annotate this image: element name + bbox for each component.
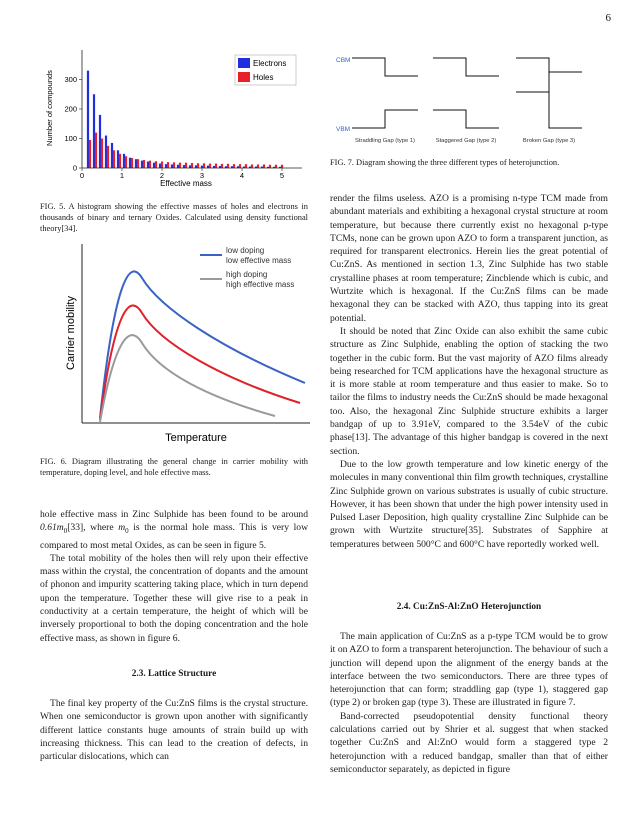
temp-600c: 600°C	[459, 538, 485, 550]
fig7-type2-label: Staggered Gap (type 2)	[435, 138, 497, 144]
left-para-1a: hole effective mass in Zinc Sulphide has been found to be around	[40, 509, 308, 520]
bar-holes-5	[119, 154, 121, 168]
fig7-vbm-label: VBM	[336, 126, 351, 133]
bar-electrons-4	[111, 143, 113, 168]
bar-electrons-7	[129, 158, 131, 168]
fig7-cbm-label: CBM	[336, 57, 351, 64]
bar-holes-9	[143, 160, 145, 168]
legend-label-electrons: Electrons	[253, 59, 287, 68]
section-2-4-heading: 2.4. Cu:ZnS-Al:ZnO Heterojunction	[396, 602, 542, 612]
page-number: 6	[605, 12, 611, 24]
bar-electrons-15	[177, 165, 179, 168]
bar-electrons-8	[135, 159, 137, 168]
right-column-text-2	[330, 630, 608, 776]
fig7-caption: FIG. 7. Diagram showing the three different types of heterojunction.	[330, 158, 560, 167]
bar-holes-27	[251, 164, 253, 168]
bar-holes-21	[215, 164, 217, 168]
fig5-ylabel: Number of compounds	[45, 70, 54, 146]
bar-holes-18	[197, 163, 199, 168]
math-sub-0b: 0	[125, 527, 129, 536]
bar-electrons-3	[105, 136, 107, 168]
bar-holes-8	[137, 159, 139, 168]
bar-holes-10	[149, 161, 151, 168]
math-sub-0: 0	[63, 527, 68, 536]
fig6-legend-low-1: low doping	[226, 246, 265, 255]
fig5-xtick-label-4: 4	[239, 171, 245, 180]
bar-holes-0	[89, 140, 91, 168]
bar-holes-6	[125, 156, 127, 168]
right-para-4: The main application of Cu:ZnS as a p-type TCM would be to grow it on AZO to form a transparent heterojunction. The behaviour of such a junction will depend upon the alignment of the energy bands at the interface between the two semiconductors. There are three types of heterojunction that can form; straddling gap (type 1), staggered gap (type 2) or broken gap (type 3). These are illustrated in figure 7.	[330, 631, 608, 709]
right-para-2: It should be noted that Zinc Oxide can also exhibit the same cubic structure as Zinc Sulphide, enabling the option of stacking the two together in the cubic form. But the vast majority of AZO films already being researched for TCM applications have the hexagonal structure as it is more stable at room temperature and thus easier to make. So to tailor the films to industry needs the Cu:ZnS should be made hexagonal too. Also, the hexagonal Zinc Sulphide structure exhibits a larger bandgap of up to 3.91eV, compared to the 3.54eV of the cubic phase[13]. The advantage of this higher bandgap is covered in the next section.	[330, 325, 608, 457]
right-para-3c: have reportedly worked well.	[484, 538, 600, 550]
fig5-xtick-label-2: 2	[159, 171, 165, 180]
legend-swatch-holes	[238, 72, 250, 82]
bar-electrons-2	[99, 115, 101, 168]
bar-holes-24	[233, 164, 235, 168]
legend-swatch-electrons	[238, 58, 250, 68]
legend-label-holes: Holes	[253, 73, 274, 82]
bar-electrons-16	[183, 165, 185, 168]
fig6-xlabel: Temperature	[165, 432, 227, 444]
fig5-ytick-label-300: 300	[64, 75, 77, 84]
bar-holes-29	[263, 164, 265, 168]
bar-electrons-10	[147, 162, 149, 168]
right-para-3b: and	[440, 538, 460, 550]
fig6-caption: FIG. 6. Diagram illustrating the general change in carrier mobility with temperature, doping level, and hole effective mass.	[40, 457, 308, 477]
bar-electrons-1	[93, 94, 95, 168]
bar-electrons-11	[153, 163, 155, 168]
fig6-legend-high-1: high doping	[226, 270, 268, 279]
left-para-1b: [33], where	[67, 522, 119, 534]
bar-holes-2	[101, 139, 103, 169]
bar-holes-30	[269, 165, 271, 168]
fig5-ytick-label-0: 0	[72, 163, 77, 173]
fig7-type1-label: Straddling Gap (type 1)	[355, 138, 415, 144]
bar-holes-4	[113, 150, 115, 168]
fig5-xtick-label-0: 0	[79, 171, 85, 180]
fig5-ytick-label-200: 200	[64, 104, 77, 114]
bar-holes-12	[161, 162, 163, 168]
fig6-curve-low-doping	[100, 271, 305, 418]
fig6-ylabel: Carrier mobility	[65, 296, 77, 370]
fig7-heterojunction-diagram	[330, 48, 610, 148]
math-m: m	[118, 522, 126, 534]
bar-holes-20	[209, 164, 211, 168]
bar-holes-15	[179, 163, 181, 168]
fig6-mobility-diagram	[60, 238, 320, 448]
bar-holes-16	[185, 163, 187, 168]
bar-holes-17	[191, 163, 193, 168]
fig7-type2-cbm	[433, 58, 499, 76]
bar-holes-19	[203, 163, 205, 168]
right-para-3	[330, 458, 608, 551]
bar-holes-23	[227, 164, 229, 168]
fig7-type3-label: Broken Gap (type 3)	[522, 138, 576, 144]
bar-holes-28	[257, 164, 259, 168]
right-para-3a: Due to the low growth temperature and low kinetic energy of the molecules in many conventional thin film growth techniques, crystalline Zinc Sulphide grown on various substrates is usually of cubic structure. However, it has been shown that under the high power intensity used in Pulsed Laser Deposition, high quality crystalline Zinc Sulphide can be grown with Wurtzite structure[35]. Substrates of Sapphire at temperatures between	[330, 458, 608, 550]
temp-500c: 500°C	[416, 538, 441, 550]
fig5-xlabel: Effective mass	[160, 179, 212, 188]
bar-electrons-5	[117, 150, 119, 168]
fig5-ytick-label-100: 100	[64, 134, 77, 143]
bar-holes-14	[173, 162, 175, 168]
bar-holes-11	[155, 161, 157, 168]
bar-electrons-12	[159, 164, 161, 168]
bar-holes-7	[131, 158, 133, 168]
left-para-3: The final key property of the Cu:ZnS films is the crystal structure. When one semiconductor is grown upon another with significantly different lattice constants huge amounts of strain build up with increasing thickness. This can lead to the creation of defects, in particular dislocations, which can	[40, 698, 308, 763]
fig5-xtick-label-3: 3	[199, 171, 205, 180]
left-para-1c: is the normal hole mass. This is very low compared to most metal Oxides, as can be seen in figure 5.	[40, 522, 308, 551]
left-column-text-2	[40, 697, 308, 763]
bar-holes-3	[107, 146, 109, 168]
fig7-type1-vbm	[352, 110, 418, 128]
bar-electrons-9	[141, 161, 143, 168]
left-column-text	[40, 508, 308, 645]
bar-electrons-13	[165, 164, 167, 168]
left-para-1	[40, 508, 308, 552]
bar-holes-13	[167, 162, 169, 168]
fig7-type1-cbm	[352, 58, 418, 76]
left-para-2: The total mobility of the holes then will rely upon their effective mass within the crystal, the concentration of dopants and the amount of phonon and impurity scattering taking place, which in turn depend upon the temperature. Together these will give rise to a peak in conductivity at a certain temperature, the height of which will be inversely proportional to both the doping concentration and the hole effective mass, as shown in figure 6.	[40, 552, 308, 644]
fig7-type3-band-a	[516, 58, 582, 128]
section-2-3-heading: 2.3. Lattice Structure	[131, 669, 217, 679]
fig5-xtick-label-1: 1	[119, 171, 125, 180]
fig6-legend-high-2: high effective mass	[226, 280, 295, 289]
bar-electrons-0	[87, 71, 89, 168]
fig5-legend	[235, 55, 296, 85]
fig5-histogram	[40, 40, 310, 190]
bar-holes-1	[95, 133, 97, 168]
fig6-curve-high-doping	[100, 335, 275, 422]
right-column-text	[330, 192, 608, 551]
fig6-curve-medium	[100, 306, 300, 420]
right-para-1: render the films useless. AZO is a promising n-type TCM made from abundant materials and exhibiting a hexagonal crystal structure at room temperature, but because there currently exist no hexagonal p-type TCMs, none can be grown upon AZO to form a transparent junction, as required for transparent electronics. Herein lies the great potential of Cu:ZnS. As mentioned in section 1.3, Zinc Sulphide has two stable crystalline phases at room temperature; Zincblende which is cubic, and Wurtzite which is hexagonal. If the Cu:ZnS films can be made hexagonal they can be stacked with AZO, thus tapping into its great potential.	[330, 193, 608, 324]
bar-holes-31	[275, 165, 277, 168]
math-061m: 0.61m	[40, 522, 64, 534]
bar-holes-26	[245, 164, 247, 168]
right-para-5: Band-corrected pseudopotential density functional theory calculations carried out by Shrier et al. suggest that when stacked together Cu:ZnS and Al:ZnO would form a staggered type 2 heterojunction with a reduced bandgap, smaller than that of either semiconductor separately, as depicted in figure	[330, 710, 608, 775]
bar-electrons-14	[171, 164, 173, 168]
bar-holes-25	[239, 164, 241, 168]
fig7-type2-vbm	[433, 110, 499, 128]
bar-electrons-6	[123, 154, 125, 168]
fig5-caption: FIG. 5. A histogram showing the effective masses of holes and electrons in thousands of binary and ternary Oxides. Calculated using density functional theory[34].	[40, 202, 308, 233]
fig6-legend-low-2: low effective mass	[226, 256, 292, 265]
bar-holes-32	[281, 165, 283, 168]
bar-holes-22	[221, 164, 223, 168]
fig5-xtick-label-5: 5	[279, 171, 285, 180]
